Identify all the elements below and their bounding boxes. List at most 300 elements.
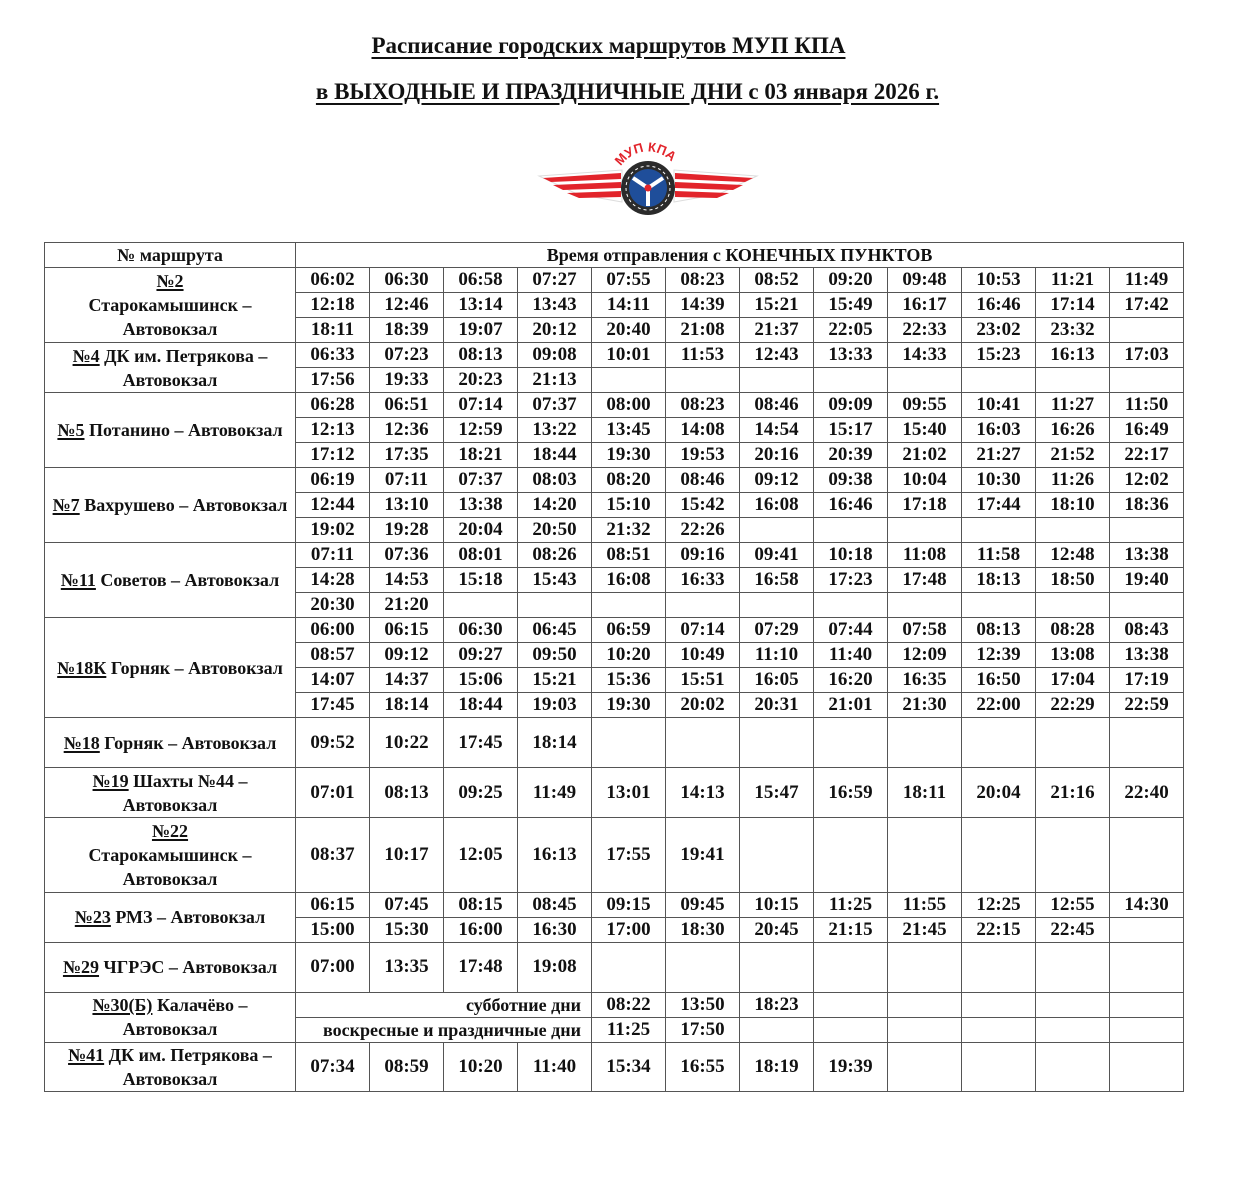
departure-time: 12:48 (1036, 543, 1110, 568)
departure-time: 11:53 (666, 343, 740, 368)
departure-time: 08:45 (518, 892, 592, 917)
departure-time: 08:22 (592, 992, 666, 1017)
route-name-cell (45, 1042, 296, 1091)
empty-cell (1036, 992, 1110, 1017)
departure-time: 16:26 (1036, 418, 1110, 443)
departure-time: 10:30 (962, 468, 1036, 493)
departure-time: 18:11 (888, 768, 962, 818)
departure-time: 07:11 (296, 543, 370, 568)
departure-time: 20:45 (740, 917, 814, 942)
empty-cell (962, 942, 1036, 992)
departure-time: 06:33 (296, 343, 370, 368)
departure-time: 15:21 (740, 293, 814, 318)
departure-time: 13:38 (1110, 543, 1184, 568)
title-line-1 (0, 33, 1229, 59)
left-wing-icon (539, 170, 622, 202)
departure-time: 10:18 (814, 543, 888, 568)
departure-time: 23:02 (962, 318, 1036, 343)
empty-cell (888, 942, 962, 992)
departure-time: 21:45 (888, 917, 962, 942)
departure-time: 15:34 (592, 1042, 666, 1091)
departure-time: 17:45 (296, 693, 370, 718)
empty-cell (888, 718, 962, 768)
route-row (45, 768, 1184, 818)
departure-time: 14:30 (1110, 892, 1184, 917)
empty-cell (740, 1017, 814, 1042)
empty-cell (814, 368, 888, 393)
empty-cell (814, 593, 888, 618)
route-name-cell (45, 942, 296, 992)
departure-time: 22:17 (1110, 443, 1184, 468)
departure-time: 08:52 (740, 268, 814, 293)
route-number: №18 (63, 732, 100, 753)
route-name-cell (45, 992, 296, 1042)
departure-time: 16:13 (518, 818, 592, 893)
route-row (45, 268, 1184, 293)
departure-time: 14:37 (370, 668, 444, 693)
departure-time: 14:08 (666, 418, 740, 443)
empty-cell (740, 718, 814, 768)
departure-time: 11:10 (740, 643, 814, 668)
departure-time: 21:02 (888, 443, 962, 468)
departure-time: 11:25 (814, 892, 888, 917)
route-row (45, 393, 1184, 418)
departure-time: 20:04 (444, 518, 518, 543)
departure-time: 16:46 (814, 493, 888, 518)
departure-time: 06:51 (370, 393, 444, 418)
route-name-cell (45, 892, 296, 942)
empty-cell (888, 1017, 962, 1042)
departure-time: 09:27 (444, 643, 518, 668)
departure-time: 09:16 (666, 543, 740, 568)
empty-cell (814, 942, 888, 992)
right-wing-icon (674, 170, 757, 202)
departure-time: 11:55 (888, 892, 962, 917)
departure-time: 08:37 (296, 818, 370, 893)
departure-time: 18:14 (518, 718, 592, 768)
departure-time: 08:28 (1036, 618, 1110, 643)
departure-time: 14:13 (666, 768, 740, 818)
departure-time: 09:38 (814, 468, 888, 493)
departure-time: 22:26 (666, 518, 740, 543)
route-name: Советов – Автовокзал (100, 570, 280, 590)
departure-time: 22:29 (1036, 693, 1110, 718)
empty-cell (888, 992, 962, 1017)
departure-time: 20:02 (666, 693, 740, 718)
departure-time: 08:20 (592, 468, 666, 493)
departure-time: 18:10 (1036, 493, 1110, 518)
departure-time: 17:19 (1110, 668, 1184, 693)
departure-time: 12:46 (370, 293, 444, 318)
departure-time: 15:30 (370, 917, 444, 942)
route-number: №4 (72, 345, 100, 366)
route-row (45, 468, 1184, 493)
route-name: ЧГРЭС – Автовокзал (103, 957, 278, 977)
departure-time: 19:07 (444, 318, 518, 343)
departure-time: 20:50 (518, 518, 592, 543)
departure-time: 08:13 (444, 343, 518, 368)
empty-cell (1036, 1042, 1110, 1091)
departure-time: 20:12 (518, 318, 592, 343)
route-number: №30(Б) (92, 995, 153, 1015)
route-name-cell (45, 268, 296, 343)
departure-time: 08:01 (444, 543, 518, 568)
route-name: Потанино – Автовокзал (89, 420, 283, 440)
departure-time: 11:25 (592, 1017, 666, 1042)
departure-time: 19:33 (370, 368, 444, 393)
route-row (45, 718, 1184, 768)
departure-time: 09:12 (370, 643, 444, 668)
empty-cell (1036, 942, 1110, 992)
departure-time: 08:13 (962, 618, 1036, 643)
departure-time: 07:14 (444, 393, 518, 418)
route-number: №7 (52, 495, 80, 515)
departure-time: 11:40 (814, 643, 888, 668)
departure-time: 12:13 (296, 418, 370, 443)
departure-time: 13:10 (370, 493, 444, 518)
departure-time: 06:30 (370, 268, 444, 293)
departure-time: 15:18 (444, 568, 518, 593)
departure-time: 18:14 (370, 693, 444, 718)
departure-time: 16:08 (740, 493, 814, 518)
empty-cell (962, 368, 1036, 393)
departure-time: 15:21 (518, 668, 592, 693)
empty-cell (666, 718, 740, 768)
route-name-cell (45, 818, 296, 893)
departure-time: 16:35 (888, 668, 962, 693)
mup-kpa-logo (537, 140, 759, 220)
departure-time: 07:23 (370, 343, 444, 368)
departure-time: 20:31 (740, 693, 814, 718)
departure-time: 23:32 (1036, 318, 1110, 343)
departure-time: 07:36 (370, 543, 444, 568)
sunday-label: воскресные и праздничные дни (296, 1017, 592, 1042)
departure-time: 16:55 (666, 1042, 740, 1091)
departure-time: 18:44 (518, 443, 592, 468)
departure-time: 11:40 (518, 1042, 592, 1091)
empty-cell (1110, 917, 1184, 942)
departure-time: 09:52 (296, 718, 370, 768)
empty-cell (1110, 368, 1184, 393)
departure-time: 09:09 (814, 393, 888, 418)
departure-time: 10:53 (962, 268, 1036, 293)
route-name-cell (45, 343, 296, 393)
departure-time: 21:08 (666, 318, 740, 343)
departure-time: 10:20 (592, 643, 666, 668)
departure-time: 12:43 (740, 343, 814, 368)
logo-text: МУП КПА (611, 140, 680, 169)
route-name: ДК им. Петрякова – Автовокзал (104, 345, 268, 390)
departure-time: 21:27 (962, 443, 1036, 468)
departure-time: 06:28 (296, 393, 370, 418)
departure-time: 12:36 (370, 418, 444, 443)
steering-wheel-icon (621, 161, 675, 215)
departure-time: 14:28 (296, 568, 370, 593)
departure-time: 18:21 (444, 443, 518, 468)
empty-cell (518, 593, 592, 618)
departure-time: 15:00 (296, 917, 370, 942)
departure-time: 07:27 (518, 268, 592, 293)
departure-time: 18:19 (740, 1042, 814, 1091)
departure-time: 19:30 (592, 693, 666, 718)
departure-time: 17:56 (296, 368, 370, 393)
route-name: РМЗ – Автовокзал (115, 907, 266, 927)
departure-time: 15:17 (814, 418, 888, 443)
departure-time: 11:08 (888, 543, 962, 568)
departure-time: 12:05 (444, 818, 518, 893)
departure-time: 21:15 (814, 917, 888, 942)
empty-cell (592, 368, 666, 393)
departure-time: 08:03 (518, 468, 592, 493)
departure-time: 08:46 (666, 468, 740, 493)
empty-cell (1110, 942, 1184, 992)
empty-cell (592, 942, 666, 992)
departure-time: 12:18 (296, 293, 370, 318)
departure-time: 20:23 (444, 368, 518, 393)
empty-cell (814, 1017, 888, 1042)
departure-time: 16:00 (444, 917, 518, 942)
route-number: №19 (92, 770, 129, 791)
route-row (45, 942, 1184, 992)
departure-time: 16:49 (1110, 418, 1184, 443)
empty-cell (888, 818, 962, 893)
departure-time: 13:45 (592, 418, 666, 443)
departure-time: 14:11 (592, 293, 666, 318)
departure-time: 20:04 (962, 768, 1036, 818)
header-row (45, 243, 1184, 268)
departure-time: 13:50 (666, 992, 740, 1017)
departure-time: 06:00 (296, 618, 370, 643)
empty-cell (1110, 992, 1184, 1017)
route-number: №23 (74, 907, 111, 927)
departure-time: 08:15 (444, 892, 518, 917)
departure-time: 18:39 (370, 318, 444, 343)
departure-time: 15:36 (592, 668, 666, 693)
departure-time: 19:30 (592, 443, 666, 468)
empty-cell (888, 593, 962, 618)
empty-cell (740, 818, 814, 893)
departure-time: 11:27 (1036, 393, 1110, 418)
departure-time: 07:55 (592, 268, 666, 293)
empty-cell (1036, 1017, 1110, 1042)
departure-time: 22:05 (814, 318, 888, 343)
route-number: №29 (62, 957, 100, 977)
departure-time: 06:30 (444, 618, 518, 643)
empty-cell (592, 593, 666, 618)
departure-time: 16:20 (814, 668, 888, 693)
empty-cell (666, 368, 740, 393)
departure-time: 06:15 (296, 892, 370, 917)
route-number: №41 (68, 1044, 105, 1065)
departure-time: 08:51 (592, 543, 666, 568)
departure-time: 22:59 (1110, 693, 1184, 718)
empty-cell (814, 992, 888, 1017)
route-name-cell (45, 768, 296, 818)
departure-time: 17:04 (1036, 668, 1110, 693)
departure-time: 17:03 (1110, 343, 1184, 368)
empty-cell (1036, 593, 1110, 618)
departure-time: 21:30 (888, 693, 962, 718)
route-row (45, 618, 1184, 643)
departure-time: 08:13 (370, 768, 444, 818)
empty-cell (962, 992, 1036, 1017)
route-number: №2 (156, 271, 184, 291)
departure-time: 22:00 (962, 693, 1036, 718)
departure-time: 09:45 (666, 892, 740, 917)
departure-time: 07:00 (296, 942, 370, 992)
empty-cell (962, 718, 1036, 768)
empty-cell (814, 818, 888, 893)
route-row (45, 343, 1184, 368)
departure-time: 14:39 (666, 293, 740, 318)
departure-time: 17:44 (962, 493, 1036, 518)
empty-cell (962, 1042, 1036, 1091)
departure-time: 19:02 (296, 518, 370, 543)
departure-time: 16:46 (962, 293, 1036, 318)
departure-time: 22:15 (962, 917, 1036, 942)
departure-time: 17:50 (666, 1017, 740, 1042)
departure-time: 13:01 (592, 768, 666, 818)
departure-time: 12:59 (444, 418, 518, 443)
departure-time: 21:37 (740, 318, 814, 343)
departure-time: 19:28 (370, 518, 444, 543)
departure-time: 07:44 (814, 618, 888, 643)
empty-cell (1110, 1042, 1184, 1091)
departure-time: 12:09 (888, 643, 962, 668)
route-row (45, 1042, 1184, 1091)
route-name: Старокамышинск – Автовокзал (88, 295, 252, 339)
departure-time: 17:48 (888, 568, 962, 593)
departure-time: 15:49 (814, 293, 888, 318)
route-row (45, 992, 1184, 1017)
departure-time: 13:22 (518, 418, 592, 443)
departure-time: 17:45 (444, 718, 518, 768)
departure-time: 10:01 (592, 343, 666, 368)
departure-time: 21:32 (592, 518, 666, 543)
departure-time: 11:26 (1036, 468, 1110, 493)
empty-cell (814, 518, 888, 543)
empty-cell (444, 593, 518, 618)
route-name: Калачёво – Автовокзал (122, 995, 248, 1039)
departure-time: 15:06 (444, 668, 518, 693)
departure-time: 13:35 (370, 942, 444, 992)
departure-time: 06:15 (370, 618, 444, 643)
departure-time: 13:08 (1036, 643, 1110, 668)
departure-time: 20:16 (740, 443, 814, 468)
departure-time: 17:00 (592, 917, 666, 942)
route-number: №22 (151, 820, 189, 841)
route-name: Горняк – Автовокзал (104, 732, 277, 753)
departure-time: 20:30 (296, 593, 370, 618)
departure-time: 09:08 (518, 343, 592, 368)
departure-time: 08:59 (370, 1042, 444, 1091)
departure-time: 22:33 (888, 318, 962, 343)
route-number: №18К (57, 657, 107, 678)
departure-time: 21:20 (370, 593, 444, 618)
route-name-cell (45, 543, 296, 618)
departure-time: 16:30 (518, 917, 592, 942)
departure-time: 09:55 (888, 393, 962, 418)
departure-time: 09:25 (444, 768, 518, 818)
departure-time: 07:37 (444, 468, 518, 493)
departure-time: 07:11 (370, 468, 444, 493)
departure-time: 21:01 (814, 693, 888, 718)
empty-cell (814, 718, 888, 768)
departure-time: 11:49 (518, 768, 592, 818)
title-line-2 (7, 79, 1241, 105)
departure-time: 15:42 (666, 493, 740, 518)
empty-cell (666, 593, 740, 618)
departure-time: 21:16 (1036, 768, 1110, 818)
departure-time: 17:55 (592, 818, 666, 893)
departure-time: 14:20 (518, 493, 592, 518)
departure-time: 16:08 (592, 568, 666, 593)
empty-cell (1110, 518, 1184, 543)
departure-time: 16:33 (666, 568, 740, 593)
departure-time: 09:20 (814, 268, 888, 293)
departure-time: 11:49 (1110, 268, 1184, 293)
departure-time: 10:41 (962, 393, 1036, 418)
empty-cell (888, 368, 962, 393)
departure-time: 09:50 (518, 643, 592, 668)
departure-time: 18:50 (1036, 568, 1110, 593)
empty-cell (1110, 718, 1184, 768)
title-line-1-text: Расписание городских маршрутов МУП КПА (371, 33, 846, 58)
empty-cell (888, 1042, 962, 1091)
departure-time: 06:19 (296, 468, 370, 493)
empty-cell (962, 818, 1036, 893)
empty-cell (740, 368, 814, 393)
departure-time: 07:45 (370, 892, 444, 917)
departure-time: 17:14 (1036, 293, 1110, 318)
departure-time: 19:41 (666, 818, 740, 893)
departure-time: 07:37 (518, 393, 592, 418)
empty-cell (740, 593, 814, 618)
empty-cell (666, 942, 740, 992)
departure-time: 12:44 (296, 493, 370, 518)
route-name-cell (45, 468, 296, 543)
departure-time: 11:21 (1036, 268, 1110, 293)
departure-time: 16:03 (962, 418, 1036, 443)
departure-time: 14:33 (888, 343, 962, 368)
departure-time: 08:43 (1110, 618, 1184, 643)
departure-time: 08:26 (518, 543, 592, 568)
departure-time: 06:02 (296, 268, 370, 293)
departure-time: 14:53 (370, 568, 444, 593)
departure-time: 13:38 (1110, 643, 1184, 668)
departure-time: 16:05 (740, 668, 814, 693)
empty-cell (1036, 718, 1110, 768)
departure-time: 20:40 (592, 318, 666, 343)
departure-time: 21:52 (1036, 443, 1110, 468)
departure-time: 14:07 (296, 668, 370, 693)
departure-time: 19:53 (666, 443, 740, 468)
empty-cell (1036, 518, 1110, 543)
departure-time: 08:57 (296, 643, 370, 668)
departure-time: 10:15 (740, 892, 814, 917)
departure-time: 07:01 (296, 768, 370, 818)
route-name: Старокамышинск – Автовокзал (88, 844, 252, 889)
departure-time: 10:49 (666, 643, 740, 668)
empty-cell (962, 593, 1036, 618)
departure-time: 13:38 (444, 493, 518, 518)
departure-time: 18:23 (740, 992, 814, 1017)
empty-cell (962, 1017, 1036, 1042)
departure-time: 17:18 (888, 493, 962, 518)
departure-time: 06:58 (444, 268, 518, 293)
departure-time: 13:14 (444, 293, 518, 318)
departure-time: 16:58 (740, 568, 814, 593)
